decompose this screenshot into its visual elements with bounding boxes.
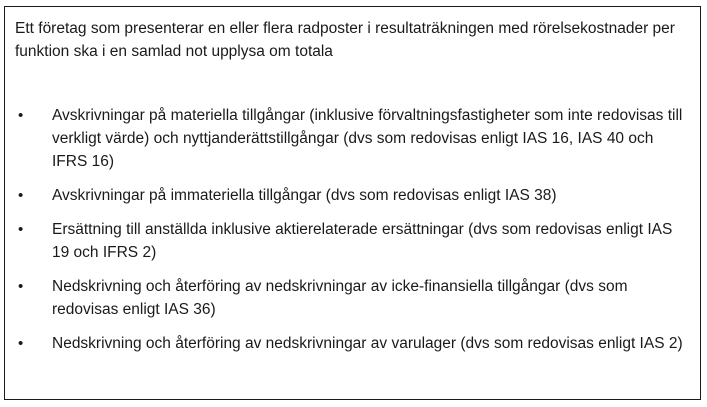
bullet-icon: • (18, 335, 24, 352)
list-item-text: Nedskrivning och återföring av nedskrivningar av varulager (dvs som redovisas enligt IAS 2) (52, 335, 683, 352)
bullet-icon: • (18, 221, 24, 238)
intro-paragraph: Ett företag som presenterar en eller flera radposter i resultaträkningen med rörelsekostnader per funktion ska i en samlad not upplysa om totala (15, 20, 675, 60)
list-item-text: Nedskrivning och återföring av nedskrivningar av icke-finansiella tillgångar (dvs som redovisas enligt IAS 36) (52, 278, 628, 318)
text-box (4, 6, 701, 400)
list-item (5, 104, 702, 173)
bullet-list (5, 104, 702, 366)
list-item (5, 332, 702, 355)
bullet-icon: • (18, 187, 24, 204)
list-item (5, 275, 702, 321)
list-item-text: Avskrivningar på materiella tillgångar (inklusive förvaltningsfastigheter som inte redovisas till verkligt värde) och nyttjanderättstillgångar (dvs som redovisas enligt IAS 16, IAS 40 och IFRS 16) (52, 107, 683, 170)
list-item-text: Ersättning till anställda inklusive aktierelaterade ersättningar (dvs som redovisas enligt IAS 19 och IFRS 2) (52, 221, 673, 261)
bullet-icon: • (18, 278, 24, 295)
list-item (5, 218, 702, 264)
list-item (5, 184, 702, 207)
list-item-text: Avskrivningar på immateriella tillgångar (dvs som redovisas enligt IAS 38) (52, 187, 557, 204)
bullet-icon: • (18, 107, 24, 124)
